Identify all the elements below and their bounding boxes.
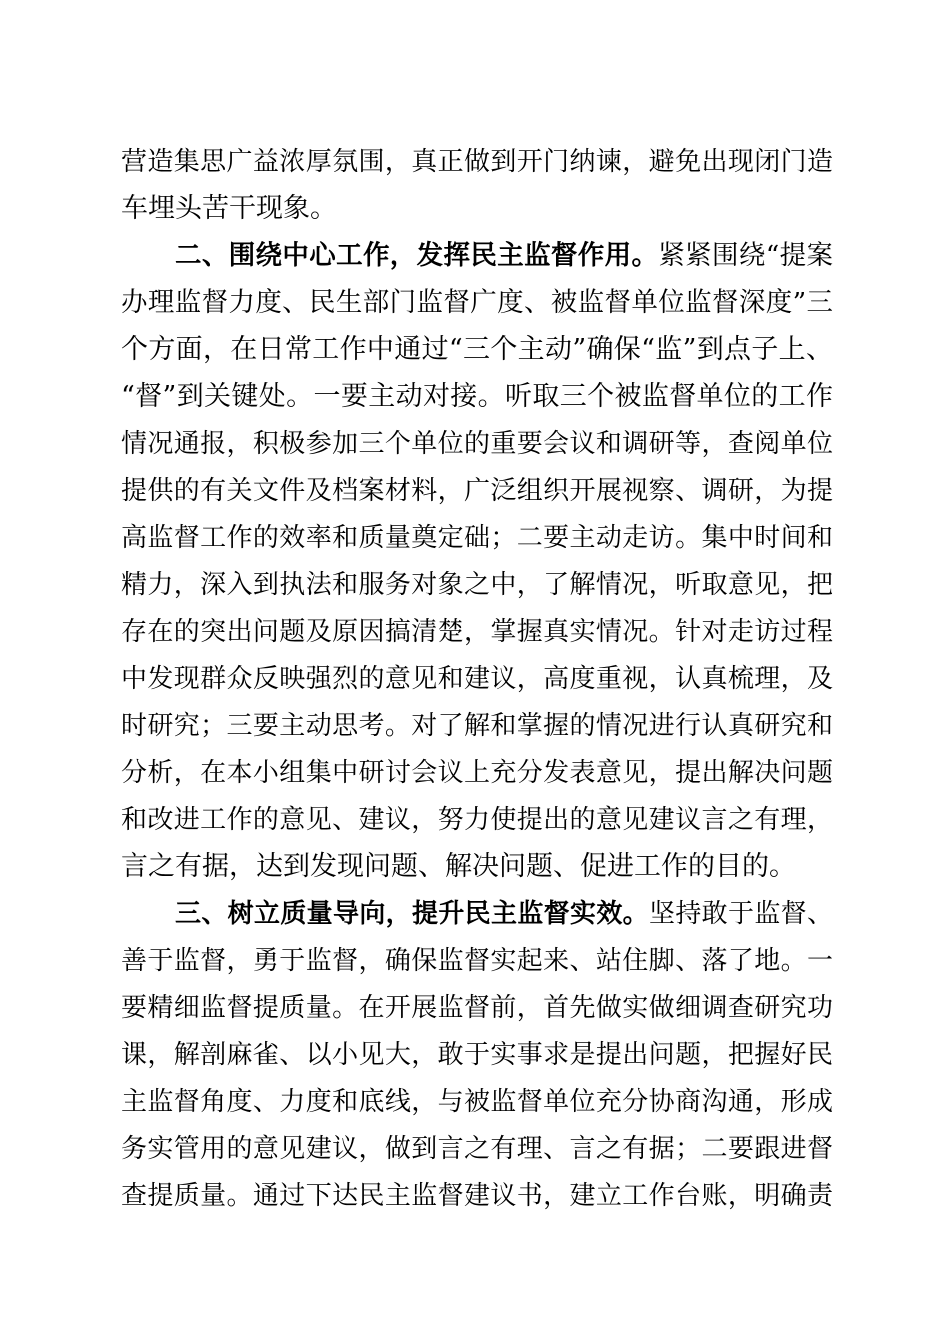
text-run: “督”到关键处。一要主动对接。听取三个被监督单位的工作 [121, 381, 833, 412]
text-line [121, 988, 833, 1028]
text-run: 提供的有关文件及档案材料，广泛组织开展视察、调研，为提 [121, 476, 833, 506]
text-line [121, 283, 833, 323]
text-run: 主监督角度、力度和底线，与被监督单位充分协商沟通，形成 [121, 1087, 833, 1117]
text-line [121, 518, 833, 558]
text-line [121, 377, 833, 417]
text-run: 查提质量。通过下达民主监督建议书，建立工作台账，明确责 [121, 1181, 833, 1211]
section-heading: 二、围绕中心工作，发挥民主监督作用。 [175, 240, 659, 271]
text-run: 言之有据，达到发现问题、解决问题、促进工作的目的。 [121, 851, 796, 882]
section-heading: 三、树立质量导向，提升民主监督实效。 [175, 899, 649, 929]
text-run: 营造集思广益浓厚氛围，真正做到开门纳谏，避免出现闭门造 [121, 147, 833, 177]
text-run: 个方面，在日常工作中通过“三个主动”确保“监”到点子上、 [121, 334, 833, 365]
text-line [121, 753, 833, 793]
text-run: 课，解剖麻雀、以小见大，敢于实事求是提出问题，把握好民 [121, 1040, 833, 1070]
text-line [121, 565, 833, 605]
text-run: 中发现群众反映强烈的意见和建议，高度重视，认真梳理，及 [121, 664, 833, 694]
text-line [121, 847, 833, 887]
text-run: 分析，在本小组集中研讨会议上充分发表意见，提出解决问题 [121, 758, 833, 788]
text-run: 善于监督，勇于监督，确保监督实起来、站住脚、落了地。一 [121, 946, 833, 976]
text-line [121, 1035, 833, 1075]
text-line [121, 1129, 833, 1169]
text-run: 紧紧围绕“提案 [658, 240, 833, 271]
text-line [121, 800, 833, 840]
text-line [121, 941, 833, 981]
text-run: 办理监督力度、民生部门监督广度、被监督单位监督深度”三 [121, 287, 833, 318]
text-run: 车埋头苦干现象。 [121, 193, 337, 224]
text-run: 高监督工作的效率和质量奠定础；二要主动走访。集中时间和 [121, 523, 833, 553]
text-line [121, 471, 833, 511]
text-line [121, 1176, 833, 1216]
text-run: 精力，深入到执法和服务对象之中，了解情况，听取意见，把 [121, 570, 833, 600]
text-run: 和改进工作的意见、建议，努力使提出的意见建议言之有理， [121, 805, 833, 835]
text-line [121, 189, 833, 229]
text-line [121, 424, 833, 464]
section-heading-line [175, 236, 833, 276]
text-line [121, 1082, 833, 1122]
text-run: 务实管用的意见建议，做到言之有理、言之有据；二要跟进督 [121, 1134, 833, 1164]
text-line [121, 659, 833, 699]
section-heading-line [175, 894, 833, 934]
text-line [121, 330, 833, 370]
text-run: 情况通报，积极参加三个单位的重要会议和调研等，查阅单位 [121, 429, 833, 459]
text-line [121, 706, 833, 746]
text-run: 时研究；三要主动思考。对了解和掌握的情况进行认真研究和 [121, 711, 833, 741]
text-run: 要精细监督提质量。在开展监督前，首先做实做细调查研究功 [121, 993, 833, 1023]
text-line [121, 612, 833, 652]
text-run: 坚持敢于监督、 [648, 899, 833, 929]
text-line [121, 142, 833, 182]
text-run: 存在的突出问题及原因搞清楚，掌握真实情况。针对走访过程 [121, 617, 833, 647]
